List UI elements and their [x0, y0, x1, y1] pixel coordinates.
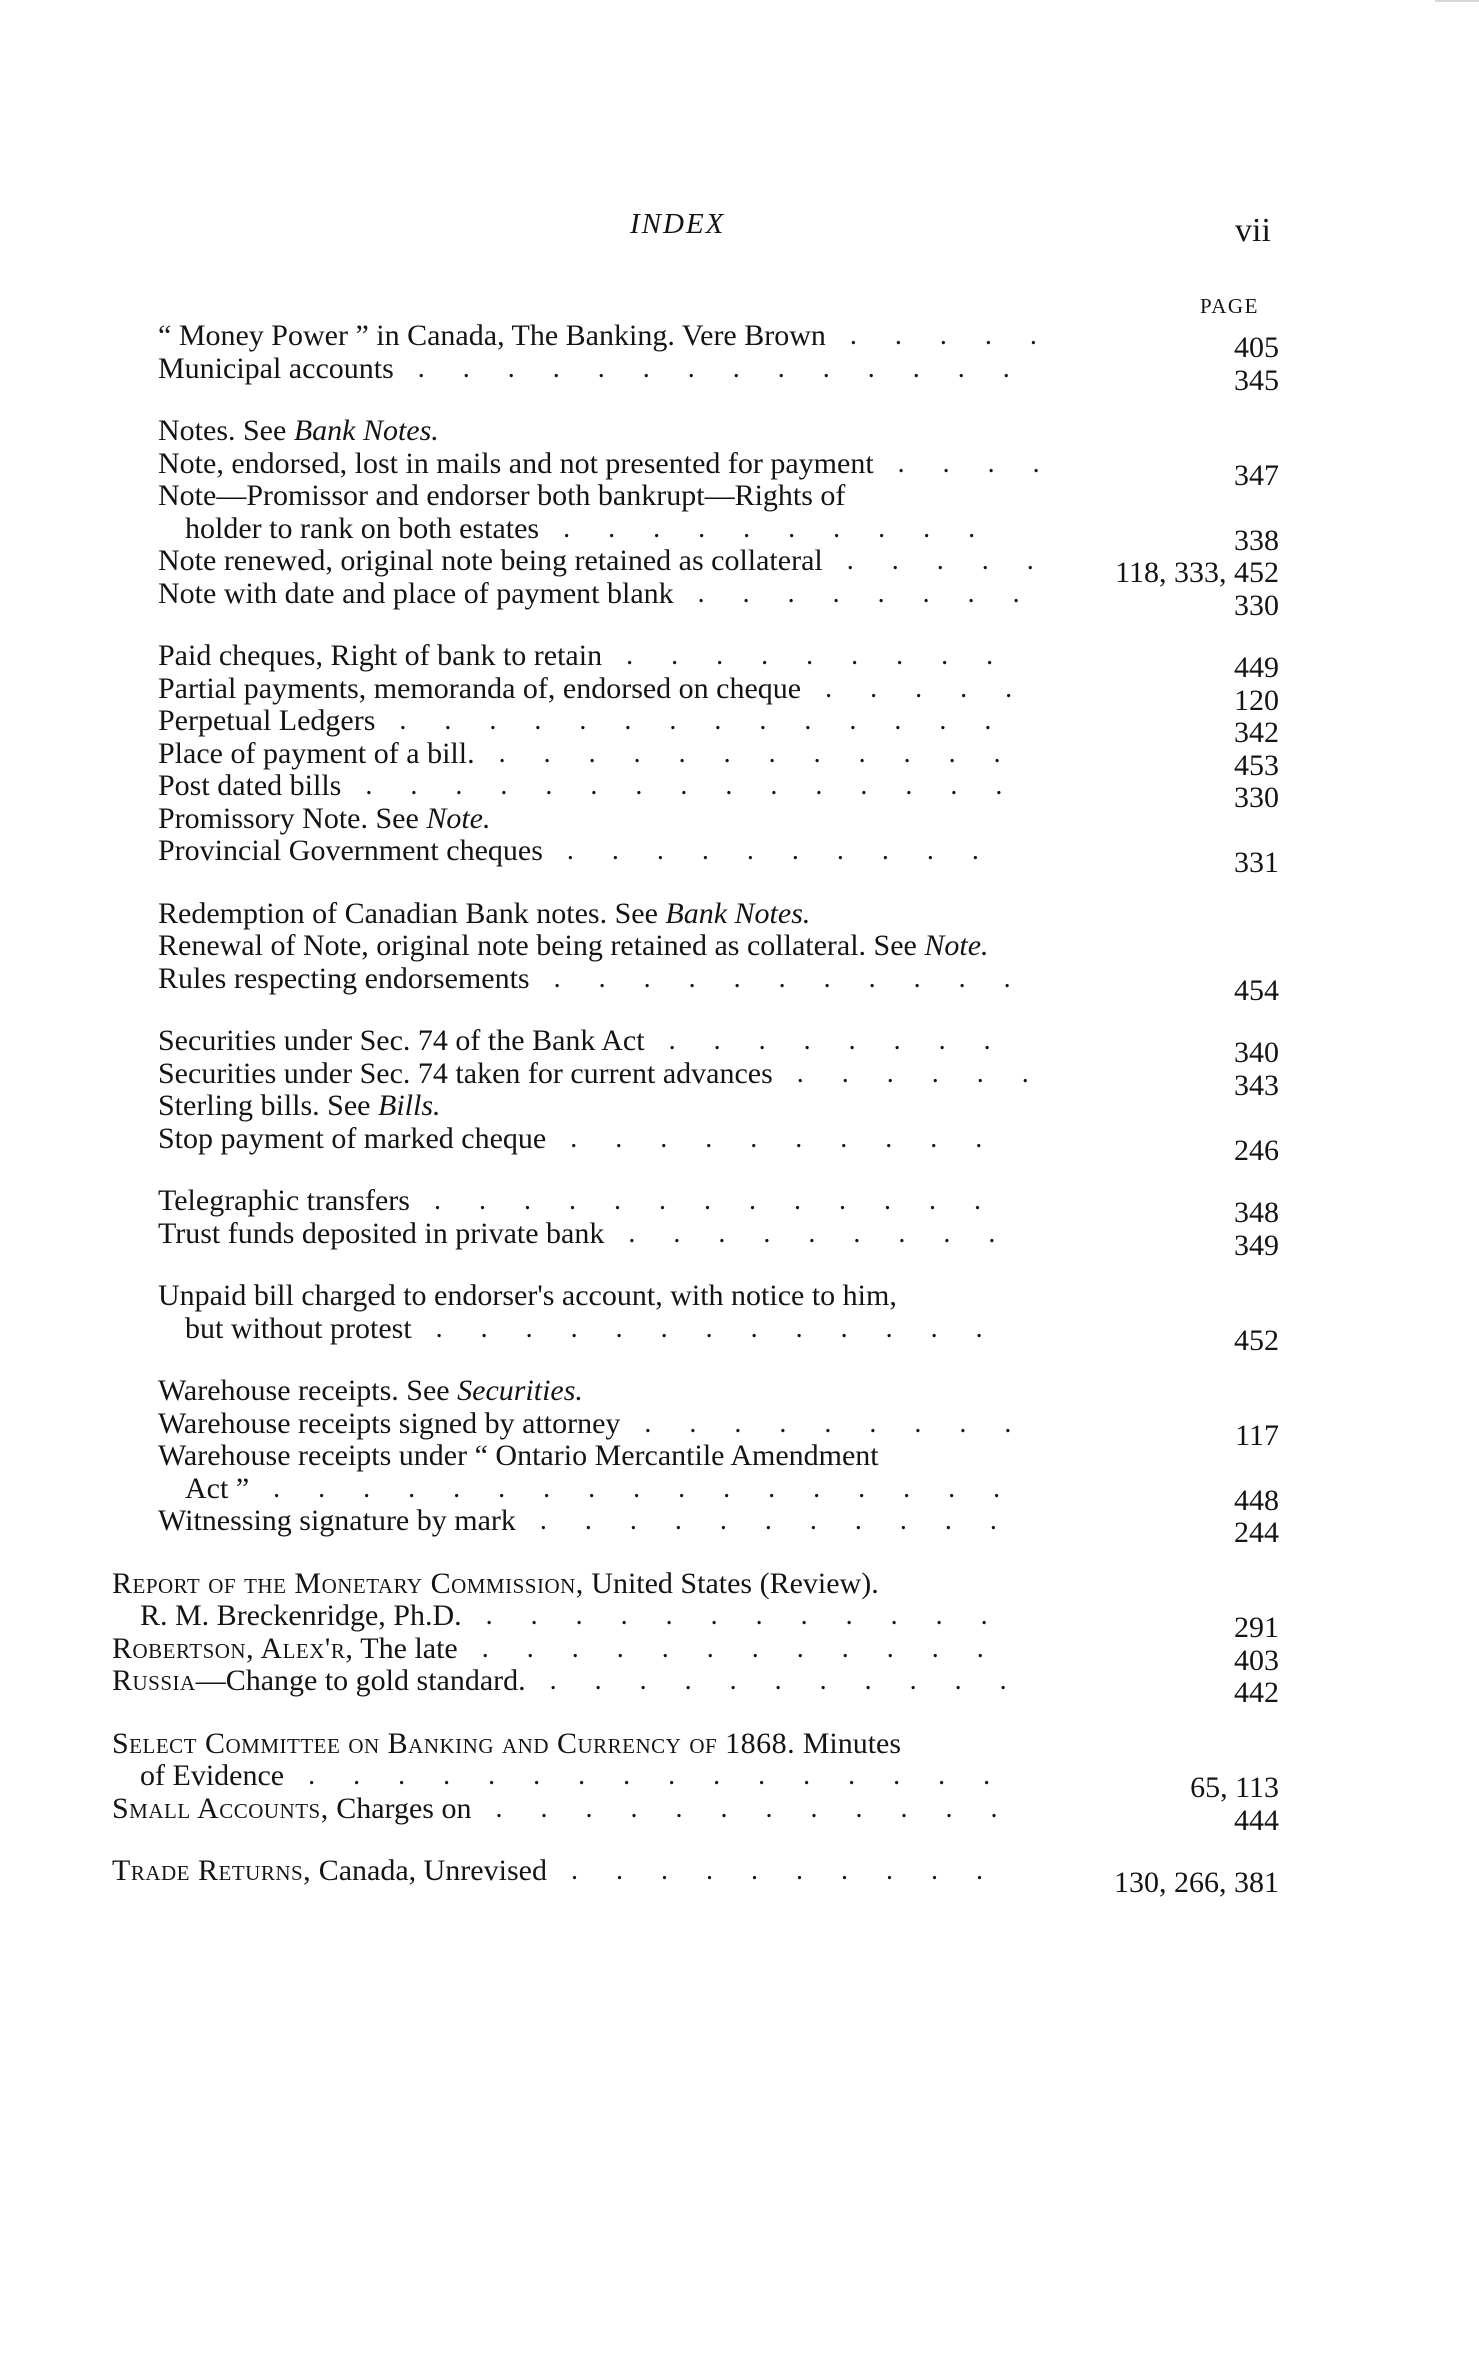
index-entry	[0, 1854, 1479, 1899]
dot-leader: .............	[433, 1185, 1019, 1216]
index-entry	[0, 930, 1479, 963]
entry-text-part: Municipal accounts	[158, 351, 394, 385]
entry-text-part: —Change to gold standard.	[195, 1664, 526, 1697]
entry-text	[140, 1760, 284, 1793]
dot-leader: ..........	[570, 1855, 1021, 1886]
entry-text-part: Post dated bills	[158, 769, 342, 802]
entry-text-part: Report of the Monetary Commission,	[112, 1566, 584, 1600]
entry-page-ref: 345	[1234, 363, 1279, 397]
index-section	[0, 319, 1479, 397]
entry-text-part: Note.	[924, 929, 989, 962]
entry-text	[158, 578, 674, 611]
entry-text	[158, 448, 874, 481]
entry-text	[158, 1408, 620, 1441]
entry-page-ref: 330	[1234, 781, 1279, 814]
dot-leader: .............	[435, 1312, 1021, 1344]
index-entry	[0, 1216, 1479, 1262]
dot-leader: .....	[825, 672, 1051, 704]
index-section	[0, 1279, 1479, 1357]
index-section	[0, 1726, 1479, 1837]
index-entry	[0, 1504, 1479, 1549]
entry-page-ref: 340	[1234, 1036, 1279, 1069]
dot-leader: ..............	[417, 352, 1048, 384]
entry-text-part: Warehouse receipts signed by attorney	[158, 1406, 621, 1440]
entry-text	[158, 320, 826, 353]
entry-text	[158, 1058, 773, 1091]
index-entry	[0, 446, 1479, 492]
entry-text-part: Notes. See	[158, 414, 294, 447]
entry-text-part: Perpetual Ledgers	[158, 704, 376, 737]
index-section	[0, 414, 1479, 622]
entry-text-part: Act ”	[185, 1471, 250, 1505]
entry-page-ref: 444	[1234, 1803, 1279, 1837]
index-entry	[0, 1440, 1479, 1473]
page-number: vii	[1235, 212, 1271, 249]
entry-text	[158, 640, 602, 673]
entry-text-part: Stop payment of marked cheque	[158, 1121, 547, 1155]
entry-page-ref: 349	[1234, 1228, 1279, 1262]
index-entry	[0, 961, 1479, 1007]
entry-text-part: Canada, Unrevised	[311, 1854, 547, 1887]
entry-text	[158, 1218, 604, 1251]
entry-text-part: Securities under Sec. 74 taken for current advances	[158, 1056, 773, 1090]
index-entry	[0, 803, 1479, 836]
entry-text-part: United States (Review).	[583, 1566, 879, 1600]
entry-text	[112, 1793, 471, 1826]
entry-text	[185, 513, 539, 546]
entry-page-ref: 343	[1234, 1068, 1279, 1102]
index-entry	[0, 319, 1479, 364]
dot-leader: ...........	[549, 1665, 1045, 1696]
dot-leader: ................	[308, 1760, 1029, 1791]
entry-text	[158, 1185, 410, 1218]
index-entry	[0, 1471, 1479, 1517]
entry-text	[158, 930, 989, 963]
running-title: INDEX	[630, 208, 726, 240]
entry-page-ref: 117	[1235, 1418, 1279, 1452]
entry-text	[158, 353, 394, 386]
entry-text	[158, 1375, 583, 1408]
entry-page-ref: 403	[1234, 1643, 1279, 1677]
entry-text-part: Note—Promissor and endorser both bankrupt—Rights of	[158, 479, 846, 512]
entry-text	[112, 1728, 901, 1761]
index-entry	[0, 1056, 1479, 1102]
index-entry	[0, 1024, 1479, 1069]
entry-page-ref: 118, 333, 452	[1115, 556, 1279, 589]
entry-text	[158, 1090, 441, 1123]
entry-text	[185, 1473, 249, 1506]
index-entry	[0, 1184, 1479, 1229]
index-section	[0, 1374, 1479, 1549]
entry-text	[158, 1505, 516, 1538]
entry-text-part: Bank Notes.	[665, 896, 811, 930]
dot-leader: .....	[846, 545, 1072, 576]
entry-text	[185, 1313, 412, 1346]
dot-leader: ............	[495, 1792, 1036, 1824]
index-entry	[0, 1631, 1479, 1677]
entry-text-part: Robertson, Alex'r,	[112, 1631, 354, 1665]
entry-text-part: Trust funds deposited in private bank	[158, 1216, 605, 1250]
entry-text-part: Unpaid bill charged to endorser's account, with notice to him,	[158, 1279, 897, 1312]
entry-page-ref: 338	[1234, 523, 1279, 557]
entry-text-part: Trade Returns,	[112, 1854, 312, 1887]
entry-page-ref: 244	[1234, 1516, 1279, 1549]
entry-text	[158, 1280, 897, 1313]
index-entry	[0, 576, 1479, 622]
dot-leader: ......	[796, 1057, 1067, 1089]
entry-text-part: but without protest	[185, 1311, 412, 1345]
entry-text	[112, 1568, 879, 1601]
entry-text-part: Provincial Government cheques	[158, 834, 543, 867]
entry-page-ref: 347	[1234, 458, 1279, 492]
entry-text	[158, 1440, 879, 1473]
entry-text-part: Paid cheques, Right of bank to retain	[158, 639, 603, 672]
entry-text	[112, 1665, 526, 1698]
entry-text	[158, 705, 375, 738]
index-section	[0, 1566, 1479, 1709]
index-entry	[0, 511, 1479, 557]
entry-page-ref: 348	[1234, 1196, 1279, 1229]
index-entry	[0, 1759, 1479, 1804]
dot-leader: .................	[273, 1472, 1039, 1504]
index-entry	[0, 736, 1479, 782]
entry-page-ref: 452	[1234, 1323, 1279, 1357]
entry-text-part: Charges on	[328, 1791, 472, 1825]
entry-text	[158, 835, 543, 868]
entry-text	[158, 803, 491, 836]
entry-page-ref: 130, 266, 381	[1114, 1866, 1279, 1899]
dot-leader: ........	[697, 577, 1058, 609]
dot-leader: ............	[485, 1600, 1026, 1631]
dot-leader: .........	[628, 1217, 1034, 1249]
entry-text-part: Rules respecting endorsements	[158, 961, 530, 995]
dot-leader: ..........	[563, 512, 1014, 544]
entry-page-ref: 405	[1234, 331, 1279, 364]
entry-text-part: Bills.	[378, 1089, 441, 1122]
entry-text-part: Promissory Note. See	[158, 801, 427, 835]
entry-text-part: R. M. Breckenridge, Ph.D.	[140, 1599, 462, 1632]
entry-text-part: Witnessing signature by mark	[158, 1504, 516, 1537]
entry-page-ref: 330	[1234, 588, 1279, 622]
entry-page-ref: 454	[1234, 973, 1279, 1007]
index-entry	[0, 639, 1479, 684]
index-entry	[0, 1280, 1479, 1313]
entry-page-ref: 65, 113	[1190, 1771, 1279, 1804]
entry-text-part: Minutes	[795, 1726, 902, 1760]
index-entry	[0, 704, 1479, 749]
entry-text-part: Warehouse receipts under “ Ontario Mercantile Amendment	[158, 1439, 879, 1472]
entry-page-ref: 291	[1234, 1611, 1279, 1644]
index-entry	[0, 1121, 1479, 1167]
entry-page-ref: 449	[1234, 651, 1279, 684]
index-section	[0, 1184, 1479, 1262]
index-entry	[0, 415, 1479, 448]
entry-text-part: Small Accounts,	[112, 1791, 329, 1825]
dot-leader: .........	[644, 1407, 1050, 1439]
dot-leader: .....	[849, 320, 1075, 351]
dot-leader: ............	[481, 1632, 1022, 1664]
index-entry	[0, 898, 1479, 931]
dot-leader: ............	[498, 737, 1039, 769]
index-list	[0, 320, 1479, 1918]
index-entry	[0, 1090, 1479, 1123]
index-entry	[0, 480, 1479, 513]
entry-text	[112, 1855, 547, 1888]
entry-text-part: Select Committee on Banking and Currency of 1868.	[112, 1726, 796, 1760]
entry-page-ref: 120	[1234, 683, 1279, 717]
index-section	[0, 1854, 1479, 1899]
index-entry	[0, 544, 1479, 589]
entry-text-part: Redemption of Canadian Bank notes. See	[158, 896, 666, 930]
dot-leader: ....	[897, 447, 1078, 479]
entry-text	[158, 673, 801, 706]
entry-text	[158, 738, 475, 771]
entry-text	[158, 545, 823, 578]
entry-text	[158, 480, 845, 513]
entry-text	[158, 1025, 645, 1058]
index-entry	[0, 1311, 1479, 1357]
entry-page-ref: 442	[1234, 1676, 1279, 1709]
index-entry	[0, 351, 1479, 397]
entry-text-part: Note, endorsed, lost in mails and not presented for payment	[158, 446, 874, 480]
index-entry	[0, 1406, 1479, 1452]
entry-text-part: of Evidence	[140, 1759, 285, 1792]
page-header	[0, 208, 1479, 258]
entry-text-part: Note renewed, original note being retained as collateral	[158, 544, 823, 577]
entry-text-part: holder to rank on both estates	[185, 511, 540, 545]
index-entry	[0, 671, 1479, 717]
entry-text-part: Sterling bills. See	[158, 1089, 378, 1122]
entry-page-ref: 246	[1234, 1133, 1279, 1167]
dot-leader: ...............	[365, 770, 1041, 801]
dot-leader: ...........	[539, 1505, 1035, 1536]
entry-text	[140, 1600, 462, 1633]
index-entry	[0, 1375, 1479, 1408]
entry-page-ref: 342	[1234, 716, 1279, 749]
entry-text-part: Note with date and place of payment blank	[158, 576, 674, 610]
entry-text	[158, 770, 341, 803]
entry-page-ref: 331	[1234, 846, 1279, 879]
index-entry	[0, 834, 1479, 879]
dot-leader: ..............	[399, 705, 1030, 736]
entry-text-part: Partial payments, memoranda of, endorsed on cheque	[158, 671, 802, 705]
index-section	[0, 1024, 1479, 1167]
index-entry	[0, 1728, 1479, 1761]
index-entry	[0, 1664, 1479, 1709]
entry-page-ref: 448	[1234, 1483, 1279, 1517]
index-entry	[0, 1568, 1479, 1601]
index-entry	[0, 1599, 1479, 1644]
entry-text-part: Note.	[426, 801, 491, 835]
dot-leader: ..........	[566, 835, 1017, 866]
entry-text-part: Securities.	[457, 1374, 583, 1407]
margin-rule	[1435, 0, 1479, 2]
entry-text	[112, 1633, 458, 1666]
index-entry	[0, 769, 1479, 814]
page-column-label: PAGE	[1200, 294, 1259, 318]
entry-text	[158, 1123, 546, 1156]
index-section	[0, 639, 1479, 879]
entry-text-part: Bank Notes.	[293, 414, 439, 447]
index-section	[0, 896, 1479, 1007]
entry-text-part: Securities under Sec. 74 of the Bank Act	[158, 1024, 645, 1057]
index-entry	[0, 1791, 1479, 1837]
entry-text-part: The late	[353, 1631, 458, 1665]
entry-page-ref: 453	[1234, 748, 1279, 782]
entry-text-part: “ Money Power ” in Canada, The Banking. Vere Brown	[158, 319, 826, 352]
dot-leader: ........	[668, 1025, 1029, 1056]
entry-text-part: Place of payment of a bill.	[158, 736, 475, 770]
entry-text	[158, 415, 439, 448]
entry-text-part: Renewal of Note, original note being retained as collateral. See	[158, 929, 925, 962]
entry-text-part: Telegraphic transfers	[158, 1184, 410, 1217]
entry-text-part: Warehouse receipts. See	[158, 1374, 458, 1407]
dot-leader: .........	[626, 640, 1032, 671]
dot-leader: ...........	[553, 962, 1049, 994]
entry-text-part: Russia	[112, 1664, 196, 1697]
entry-text	[158, 963, 530, 996]
dot-leader: ..........	[570, 1122, 1021, 1154]
entry-text	[158, 898, 810, 931]
